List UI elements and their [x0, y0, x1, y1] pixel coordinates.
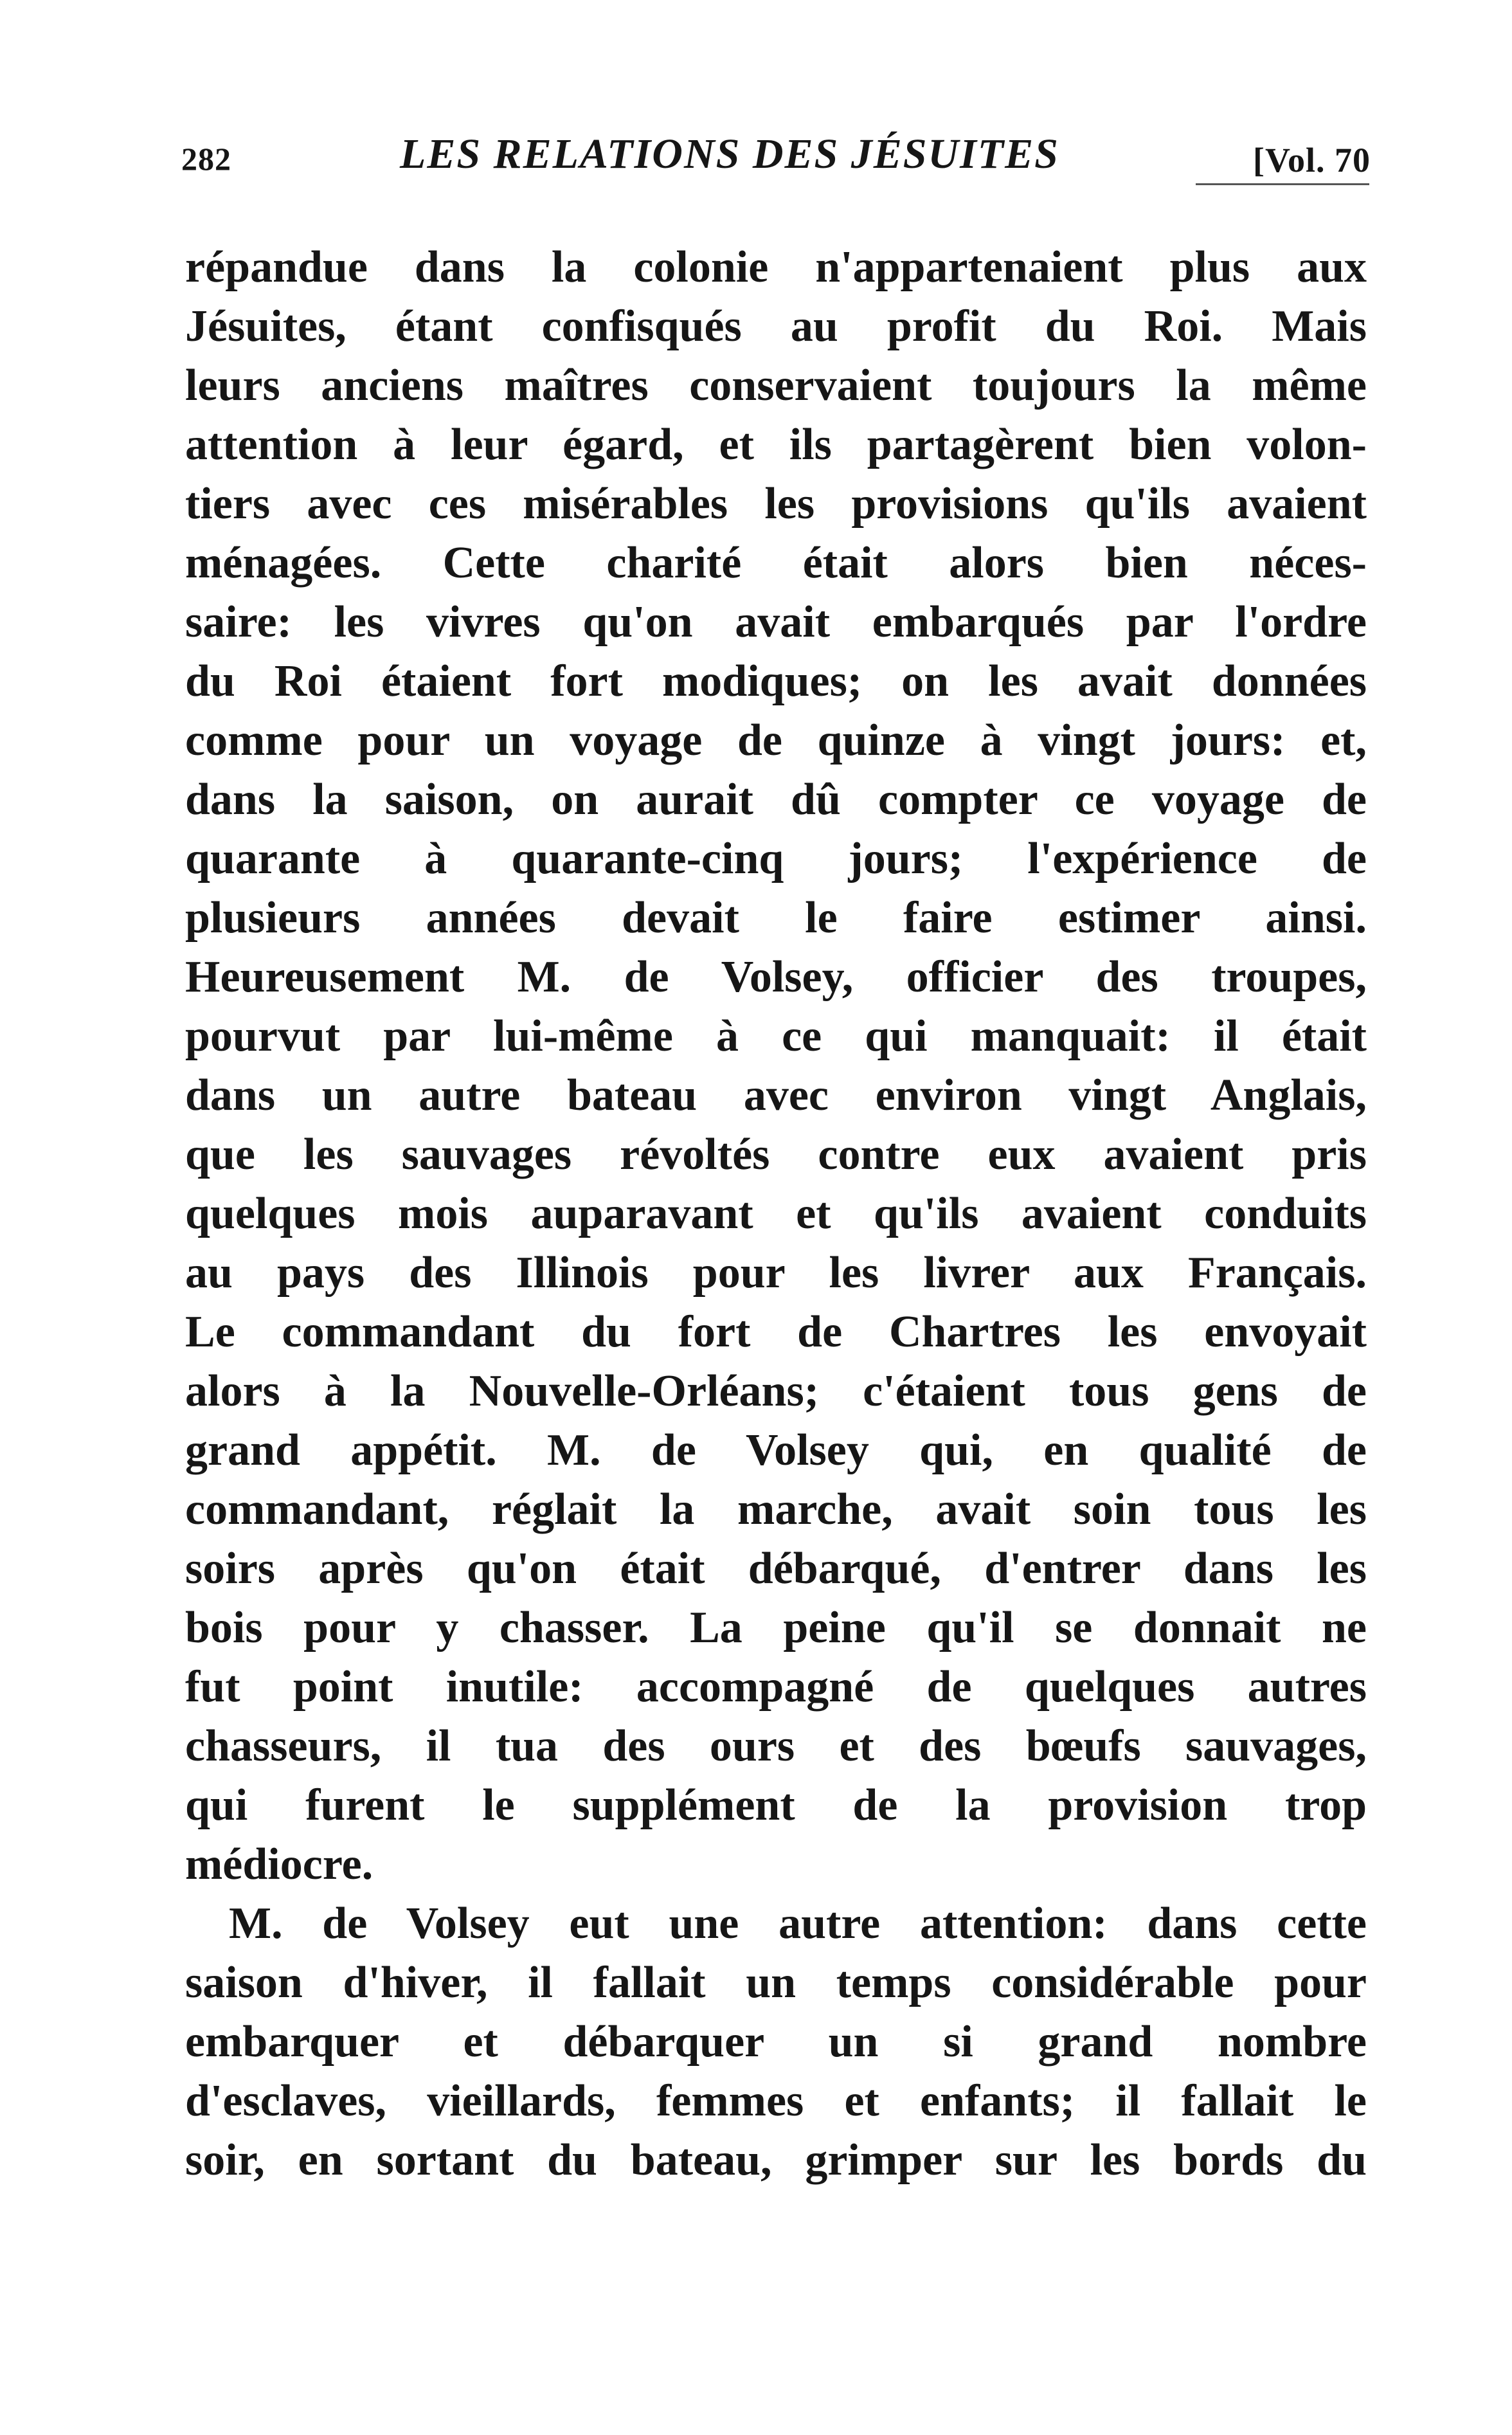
text-line: Jésuites, étant confisqués au profit du Roi. Mais — [185, 302, 1367, 351]
text-line: alors à la Nouvelle-Orléans; c'étaient tous gens de — [185, 1366, 1367, 1416]
volume-label: [Vol. 70 — [1252, 141, 1371, 179]
text-line: fut point inutile: accompagné de quelques autres — [185, 1662, 1367, 1712]
running-title: LES RELATIONS DES JÉSUITES — [400, 131, 1059, 177]
paragraph-1 — [185, 238, 1367, 1894]
text-line: Heureusement M. de Volsey, officier des troupes, — [185, 952, 1367, 1002]
text-line: bois pour y chasser. La peine qu'il se donnait ne — [185, 1603, 1367, 1652]
header-rule — [1196, 183, 1369, 185]
text-line: médiocre. — [185, 1840, 374, 1889]
text-line: saison d'hiver, il fallait un temps considérable pour — [185, 1958, 1367, 2007]
text-line: leurs anciens maîtres conservaient toujours la même — [185, 361, 1367, 410]
text-line: Le commandant du fort de Chartres les envoyait — [185, 1307, 1367, 1357]
text-line: grand appétit. M. de Volsey qui, en qualité de — [185, 1426, 1367, 1475]
text-line: comme pour un voyage de quinze à vingt jours: et, — [185, 716, 1367, 765]
body-text — [185, 238, 1367, 2190]
text-line: soirs après qu'on était débarqué, d'entrer dans les — [185, 1544, 1367, 1593]
text-line: soir, en sortant du bateau, grimper sur les bords du — [185, 2135, 1367, 2185]
text-line: plusieurs années devait le faire estimer ainsi. — [185, 893, 1367, 943]
text-line: quelques mois auparavant et qu'ils avaient conduits — [185, 1189, 1367, 1238]
text-line: ménagées. Cette charité était alors bien néces- — [185, 538, 1367, 588]
text-line: dans la saison, on aurait dû compter ce voyage de — [185, 775, 1367, 824]
text-line: embarquer et débarquer un si grand nombre — [185, 2017, 1367, 2067]
text-line: du Roi étaient fort modiques; on les avait données — [185, 656, 1367, 706]
text-line: attention à leur égard, et ils partagèrent bien volon- — [185, 420, 1367, 469]
text-line: d'esclaves, vieillards, femmes et enfants; il fallait le — [185, 2076, 1367, 2126]
text-line: répandue dans la colonie n'appartenaient plus aux — [185, 242, 1367, 292]
text-line: qui furent le supplément de la provision trop — [185, 1780, 1367, 1830]
text-line: dans un autre bateau avec environ vingt Anglais, — [185, 1071, 1367, 1120]
text-line: commandant, réglait la marche, avait soin tous les — [185, 1485, 1367, 1534]
page-number: 282 — [181, 141, 231, 177]
text-line: saire: les vivres qu'on avait embarqués par l'ordre — [185, 597, 1367, 647]
running-head — [181, 129, 1371, 193]
text-line: quarante à quarante-cinq jours; l'expérience de — [185, 834, 1367, 883]
paragraph-2 — [185, 1894, 1367, 2190]
text-line: au pays des Illinois pour les livrer aux Français. — [185, 1248, 1367, 1298]
text-line: M. de Volsey eut une autre attention: dans cette — [229, 1899, 1367, 1948]
text-line: chasseurs, il tua des ours et des bœufs sauvages, — [185, 1721, 1367, 1771]
text-line: pourvut par lui-même à ce qui manquait: il était — [185, 1011, 1367, 1061]
text-line: que les sauvages révoltés contre eux avaient pris — [185, 1130, 1367, 1179]
text-line: tiers avec ces misérables les provisions qu'ils avaient — [185, 479, 1367, 529]
